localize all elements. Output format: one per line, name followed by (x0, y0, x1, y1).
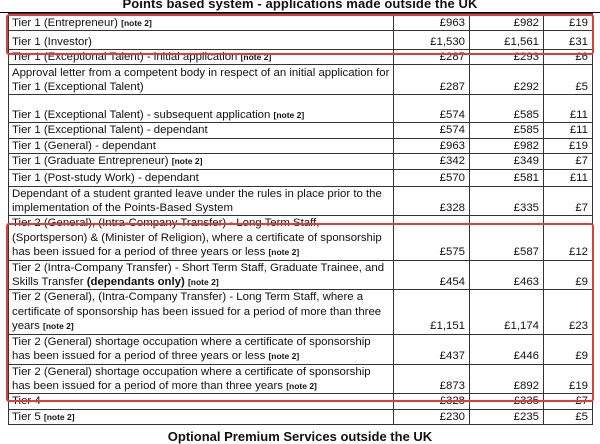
next-section-title: Optional Premium Services outside the UK (167, 429, 433, 444)
fee-current: £287 (394, 65, 470, 95)
fee-new: £335 (470, 394, 544, 409)
fee-current: £287 (394, 50, 470, 65)
row-label: Tier 1 (Graduate Entrepreneur) (12, 155, 169, 168)
row-description (9, 14, 394, 31)
fee-change: £19 (544, 138, 593, 153)
row-label: Tier 1 (Exceptional Talent) - dependant (12, 124, 208, 137)
fee-current: £328 (394, 394, 470, 409)
row-label-emphasis: (dependants only) (86, 276, 185, 289)
fee-change: £7 (544, 186, 593, 216)
row-description (9, 95, 394, 123)
fee-change: £23 (544, 290, 593, 334)
note-marker: [note 2] (286, 380, 317, 391)
table-row (9, 364, 593, 394)
table-row (9, 186, 593, 216)
table-row (9, 138, 593, 153)
fee-current: £574 (394, 123, 470, 138)
row-label: Approval letter from a competent body in respect of an initial application for Tier 1 (Exceptional Talent) (12, 66, 390, 93)
row-description (9, 31, 394, 50)
row-description (9, 394, 394, 409)
row-description (9, 169, 394, 186)
table-row (9, 95, 593, 123)
fee-new: £1,174 (470, 290, 544, 334)
fee-change: £5 (544, 65, 593, 95)
fee-current: £454 (394, 260, 470, 290)
fee-new: £982 (470, 138, 544, 153)
row-description (9, 364, 394, 394)
fee-change: £11 (544, 123, 593, 138)
table-row (9, 216, 593, 260)
fee-new: £587 (470, 216, 544, 260)
fee-current: £574 (394, 95, 470, 123)
note-marker: [note 2] (171, 156, 203, 167)
fee-current: £570 (394, 169, 470, 186)
row-label: Tier 4 (12, 395, 41, 408)
fee-new: £581 (470, 169, 544, 186)
fee-new: £585 (470, 95, 544, 123)
fee-new: £292 (470, 65, 544, 95)
fee-current: £575 (394, 216, 470, 260)
table-row (9, 260, 593, 290)
table-row (9, 50, 593, 65)
fee-current: £873 (394, 364, 470, 394)
fee-new: £349 (470, 154, 544, 169)
table-row (9, 290, 593, 334)
row-label: Tier 2 (General) shortage occupation where a certificate of sponsorship has been issued for a period of more than three years (12, 365, 371, 392)
fee-change: £7 (544, 394, 593, 409)
row-description (9, 154, 394, 169)
row-label: Tier 5 (12, 410, 41, 423)
row-description (9, 216, 394, 260)
row-description (9, 409, 394, 424)
table-row (9, 14, 593, 31)
row-label: Tier 1 (Post-study Work) - dependant (12, 172, 199, 185)
fee-current: £963 (394, 138, 470, 153)
note-marker: [note 2] (240, 52, 272, 62)
table-row (9, 169, 593, 186)
row-description (9, 334, 394, 364)
note-marker: [note 2] (43, 411, 75, 422)
row-label: Tier 2 (General), (Intra-Company Transfer) - Long Term Staff, (Sportsperson) & (Minister of Religion), where a certificate of sponsorship has been issued for a period of three years or less (12, 217, 382, 259)
fee-current: £230 (394, 409, 470, 424)
fee-new: £335 (470, 186, 544, 216)
fee-new: £446 (470, 334, 544, 364)
fee-change: £9 (544, 260, 593, 290)
note-marker: [note 2] (273, 110, 305, 120)
fees-table (8, 13, 593, 425)
row-label: Tier 2 (General) shortage occupation where a certificate of sponsorship has been issued for a period of three years or less (12, 335, 371, 363)
row-description (9, 290, 394, 334)
row-description (9, 138, 394, 153)
fee-current: £963 (394, 14, 470, 31)
table-row (9, 394, 593, 409)
row-label: Tier 1 (Entrepreneur) (12, 16, 118, 29)
fee-new: £1,561 (470, 31, 544, 50)
fee-current: £328 (394, 186, 470, 216)
table-row (9, 409, 593, 424)
table-row (9, 31, 593, 50)
fee-change: £19 (544, 364, 593, 394)
row-label: Tier 1 (Investor) (12, 35, 92, 48)
row-label: Tier 1 (Exceptional Talent) - subsequent application (12, 109, 271, 121)
row-label: Dependant of a student granted leave under the rules in place prior to the implementation of the Points-Based System (12, 187, 382, 215)
fee-new: £293 (470, 50, 544, 65)
fee-current: £437 (394, 334, 470, 364)
fee-current: £1,530 (394, 31, 470, 50)
table-row (9, 334, 593, 364)
fee-new: £982 (470, 14, 544, 31)
row-description (9, 50, 394, 65)
row-label: Tier 2 (Intra-Company Transfer) - Short Term Staff, Graduate Trainee, and Skills Transfer (12, 261, 385, 289)
table-row (9, 65, 593, 95)
note-marker: [note 2] (187, 277, 219, 288)
fee-new: £585 (470, 123, 544, 138)
fee-current: £342 (394, 154, 470, 169)
fee-change: £9 (544, 334, 593, 364)
table-row (9, 154, 593, 169)
row-description (9, 260, 394, 290)
row-label: Tier 1 (General) - dependant (12, 139, 156, 152)
fee-change: £5 (544, 409, 593, 424)
fee-change: £7 (544, 154, 593, 169)
row-description (9, 123, 394, 138)
fee-change: £19 (544, 14, 593, 31)
fee-new: £463 (470, 260, 544, 290)
row-label: Tier 2 (General), (Intra-Company Transfer) - Long Term Staff, where a certificate of sponsorship has been issued for a period of more than three years (12, 291, 382, 333)
fee-change: £12 (544, 216, 593, 260)
note-marker: [note 2] (43, 321, 74, 332)
table-row (9, 123, 593, 138)
fee-change: £11 (544, 169, 593, 186)
page-title: Points based system - applications made outside the UK (122, 0, 478, 11)
row-description (9, 186, 394, 216)
fee-new: £235 (470, 409, 544, 424)
note-marker: [note 2] (121, 17, 152, 28)
row-description (9, 65, 394, 95)
fee-current: £1,151 (394, 290, 470, 334)
row-label: Tier 1 (Exceptional Talent) - initial application (12, 51, 238, 63)
fee-change: £11 (544, 95, 593, 123)
note-marker: [note 2] (268, 351, 300, 362)
note-marker: [note 2] (268, 247, 300, 258)
fee-new: £892 (470, 364, 544, 394)
fee-change: £31 (544, 31, 593, 50)
fee-change: £6 (544, 50, 593, 65)
